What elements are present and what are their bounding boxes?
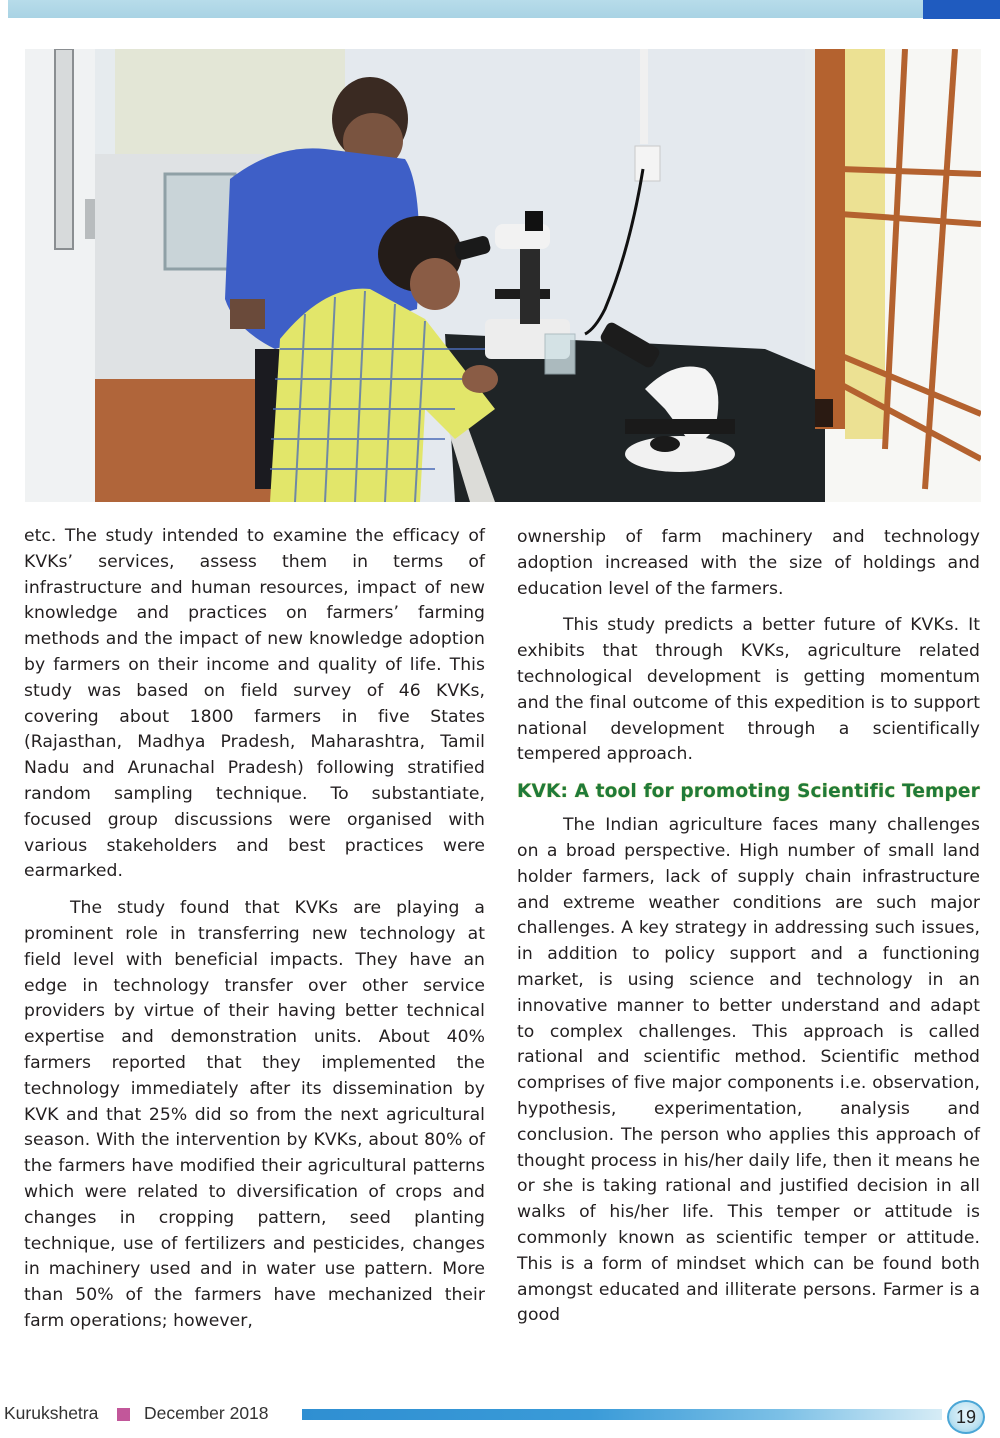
body-paragraph: The study found that KVKs are playing a prominent role in transferring new technology at field level with beneficial impacts. They have an edge in technology transfer over other service providers by virtue of their having better technical expertise and demonstration units. About 40% farmers reported that they implemented the technology immediately after its dissemination by KVK and that 25% did so from the next agricultural season. With the intervention by KVKs, about 80% of the farmers have modified their agricultural patterns which were related to diversification of crops and changes in cropping pattern, seed planting technique, use of fertilizers and pesticides, changes in machinery used and in water use pattern. More than 50% of the farmers have mechanized their farm operations; however, [24, 898, 485, 1331]
lab-photo [25, 49, 981, 502]
lab-photo-illustration [25, 49, 981, 502]
body-paragraph: etc. The study intended to examine the efficacy of KVKs’ services, assess them in terms of infrastructure and human resources, impact of new knowledge and practices on farmers’ farming methods and the impact of new knowledge adoption by farmers on their income and quality of life. This study was based on field survey of 46 KVKs, covering about 1800 farmers in five States (Rajasthan, Madhya Pradesh, Maharashtra, Tamil Nadu and Arunachal Pradesh) following stratified random sampling technique. To substantiate, focused group discussions were organised with various stakeholders and best practices were earmarked. [24, 526, 485, 882]
issue-date: December 2018 [144, 1403, 269, 1423]
header-accent-block [923, 0, 1000, 19]
body-paragraph: The Indian agriculture faces many challenges on a broad perspective. High number of small land holder farmers, lack of supply chain infrastructure and extreme weather conditions are such major challenges. A key strategy in addressing such issues, in addition to policy support and a functioning market, is using science and technology in an innovative manner to better understand and adapt to complex challenges. This approach is called rational and scientific method. Scientific method comprises of five major components i.e. observation, hypothesis, experimentation, analysis and conclusion. The person who applies this approach of thought process in his/her daily life, then it means he or she is taking rational and justified decision in all walks of his/her life. This temper or attitude is commonly known as scientific temper or attitude. This is a form of mindset which can be found both amongst educated and illiterate persons. Farmer is a good [517, 815, 980, 1326]
right-column [517, 525, 980, 1340]
page-footer [0, 1400, 1000, 1438]
body-paragraph: This study predicts a better future of KVKs. It exhibits that through KVKs, agriculture related technological development is getting momentum and the final outcome of this expedition is to support national development through a scientifically tempered approach. [517, 615, 980, 765]
left-column [24, 524, 485, 1346]
page-number: 19 [947, 1400, 985, 1434]
header-color-band [8, 0, 923, 18]
footer-gradient-bar [302, 1409, 942, 1420]
separator-square-icon [117, 1408, 130, 1421]
section-heading: KVK: A tool for promoting Scientific Temper [517, 781, 980, 803]
publication-name: Kurukshetra [4, 1403, 99, 1423]
body-paragraph: ownership of farm machinery and technology adoption increased with the size of holdings and education level of the farmers. [517, 527, 980, 599]
